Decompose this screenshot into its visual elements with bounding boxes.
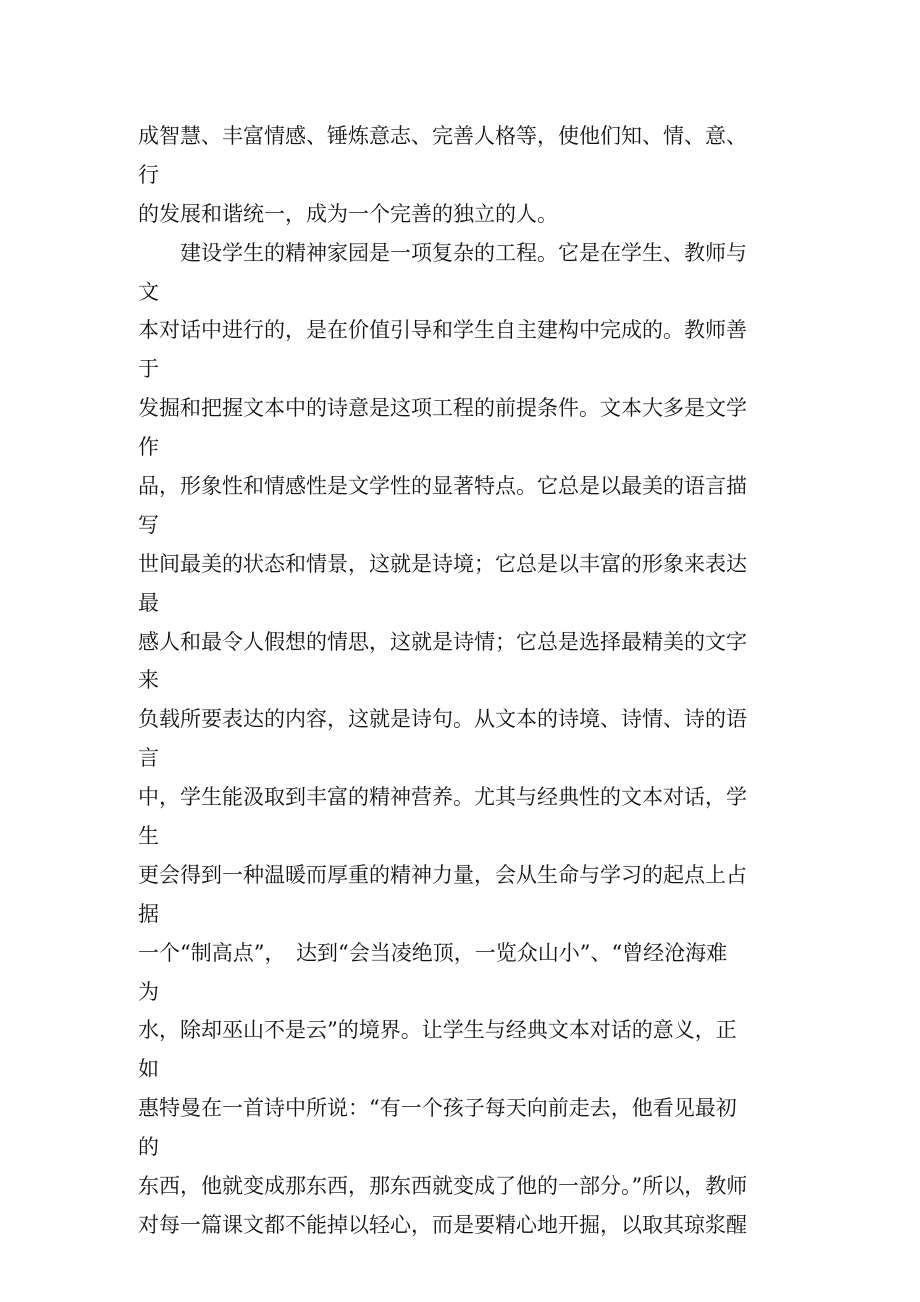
text-line: 品，形象性和情感性是文学性的显著特点。它总是以最美的语言描 (138, 474, 747, 499)
text-line: 一个“制高点”， 达到“会当凌绝顶，一览众山小”、“曾经沧海难 (138, 940, 728, 965)
text-line: 文 (138, 279, 159, 304)
text-line: 发掘和把握文本中的诗意是这项工程的前提条件。文本大多是文学 (138, 396, 747, 421)
text-line: 中，学生能汲取到丰富的精神营养。尤其与经典性的文本对话，学 (138, 785, 747, 810)
text-line: 的发展和谐统一，成为一个完善的独立的人。 (138, 201, 558, 226)
text-line: 水，除却巫山不是云”的境界。让学生与经典文本对话的意义，正 (138, 1018, 737, 1043)
text-line: 来 (138, 668, 159, 693)
text-line: 如 (138, 1057, 159, 1082)
text-line: 生 (138, 824, 159, 849)
text-line: 行 (138, 162, 159, 187)
text-line: 对每一篇课文都不能掉以轻心，而是要精心地开掘，以取其琼浆醒 (138, 1212, 747, 1237)
text-line: 据 (138, 901, 159, 926)
text-line: 最 (138, 590, 159, 615)
text-line: 负载所要表达的内容，这就是诗句。从文本的诗境、诗情、诗的语 (138, 707, 747, 732)
text-line: 东西，他就变成那东西，那东西就变成了他的一部分。”所以，教师 (138, 1174, 748, 1199)
text-line: 作 (138, 435, 159, 460)
text-line: 惠特曼在一首诗中所说：“有一个孩子每天向前走去，他看见最初 (138, 1096, 737, 1121)
text-line: 感人和最令人假想的情思，这就是诗情；它总是选择最精美的文字 (138, 629, 747, 654)
text-line: 成智慧、丰富情感、锤炼意志、完善人格等，使他们知、情、意、 (138, 124, 747, 148)
text-line: 写 (138, 512, 159, 537)
text-line: 言 (138, 746, 159, 771)
text-line: 建设学生的精神家园是一项复杂的工程。它是在学生、教师与 (138, 240, 747, 265)
text-line: 于 (138, 357, 159, 382)
text-line: 的 (138, 1135, 159, 1160)
text-line: 为 (138, 979, 159, 1004)
body-text (138, 117, 798, 1245)
text-line: 世间最美的状态和情景，这就是诗境；它总是以丰富的形象来表达 (138, 551, 747, 576)
text-line: 本对话中进行的，是在价值引导和学生自主建构中完成的。教师善 (138, 318, 747, 343)
text-line: 更会得到一种温暖而厚重的精神力量，会从生命与学习的起点上占 (138, 862, 747, 887)
